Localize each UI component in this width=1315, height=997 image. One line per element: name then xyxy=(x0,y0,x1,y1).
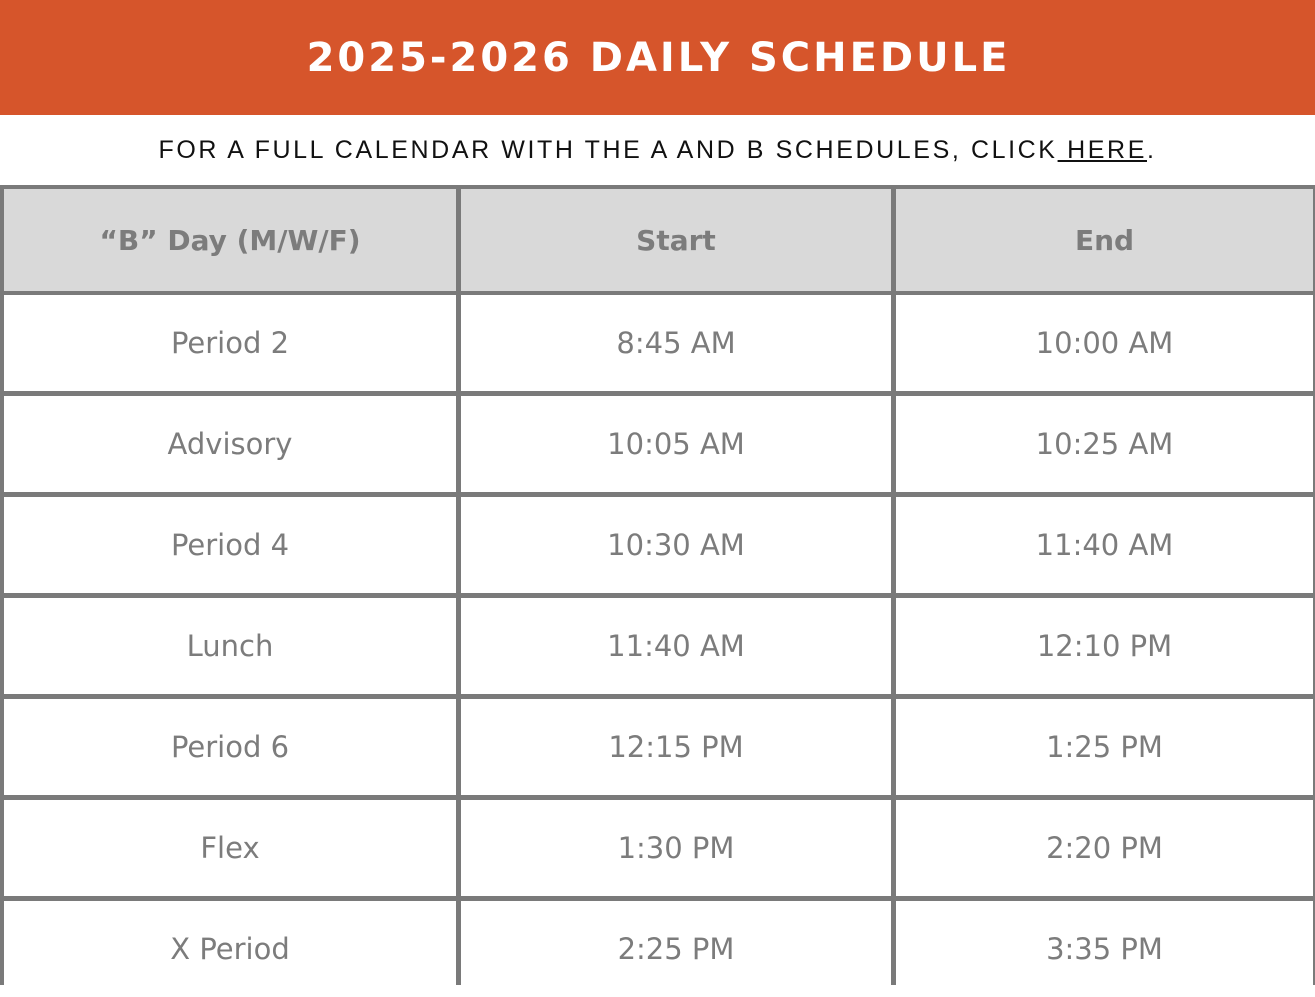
end-time-cell: 3:35 PM xyxy=(896,901,1313,997)
start-time-cell: 10:30 AM xyxy=(461,497,891,593)
start-time-cell: 8:45 AM xyxy=(461,295,891,391)
end-time-cell: 10:25 AM xyxy=(896,396,1313,492)
column-header-end: End xyxy=(896,189,1313,291)
period-name-cell: Period 2 xyxy=(4,295,456,391)
end-time-cell: 10:00 AM xyxy=(896,295,1313,391)
start-time-cell: 10:05 AM xyxy=(461,396,891,492)
period-name-cell: Period 4 xyxy=(4,497,456,593)
end-time-cell: 11:40 AM xyxy=(896,497,1313,593)
column-header-start: Start xyxy=(461,189,891,291)
start-time-cell: 12:15 PM xyxy=(461,699,891,795)
period-name-cell: X Period xyxy=(4,901,456,997)
title-banner xyxy=(0,0,1315,115)
calendar-notice-text: FOR A FULL CALENDAR WITH THE A AND B SCHEDULES, CLICK xyxy=(158,135,1058,164)
schedule-table xyxy=(0,185,1315,985)
period-name-cell: Flex xyxy=(4,800,456,896)
column-header-day: “B” Day (M/W/F) xyxy=(4,189,456,291)
page-title: 2025-2026 DAILY SCHEDULE xyxy=(306,34,1011,81)
period-name-cell: Lunch xyxy=(4,598,456,694)
calendar-notice xyxy=(0,115,1315,185)
period-name-cell: Advisory xyxy=(4,396,456,492)
start-time-cell: 11:40 AM xyxy=(461,598,891,694)
start-time-cell: 2:25 PM xyxy=(461,901,891,997)
calendar-notice-period: . xyxy=(1146,135,1157,164)
here-link[interactable]: HERE xyxy=(1057,135,1147,164)
end-time-cell: 1:25 PM xyxy=(896,699,1313,795)
period-name-cell: Period 6 xyxy=(4,699,456,795)
end-time-cell: 2:20 PM xyxy=(896,800,1313,896)
start-time-cell: 1:30 PM xyxy=(461,800,891,896)
end-time-cell: 12:10 PM xyxy=(896,598,1313,694)
